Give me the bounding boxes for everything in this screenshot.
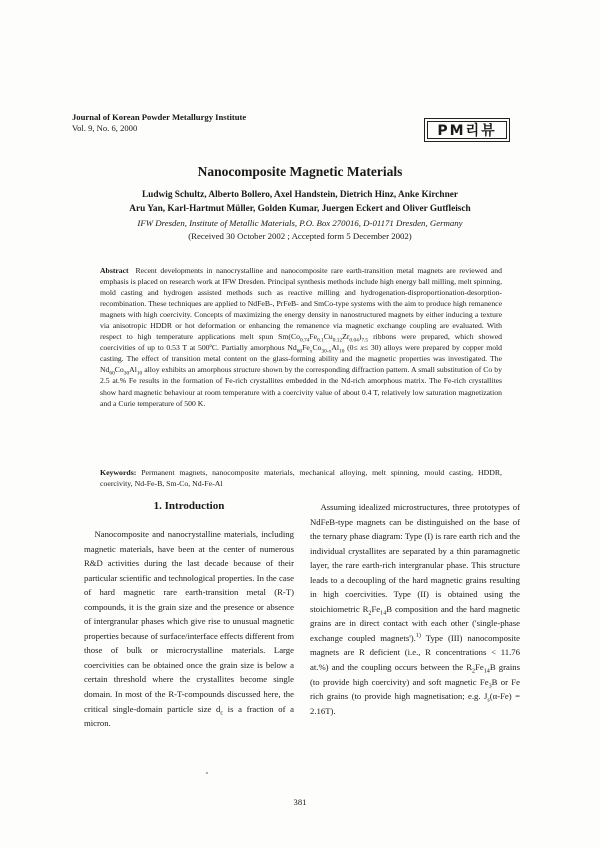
affiliation: IFW Dresden, Institute of Metallic Materials, P.O. Box 270016, D-01171 Dresden, Germany [137, 218, 463, 228]
authors-line-2: Aru Yan, Karl-Hartmut Müller, Golden Kumar, Juergen Eckert and Oliver Gutfleisch [129, 204, 471, 214]
rc-text-5: Fe [475, 662, 484, 673]
section-heading-introduction: 1. Introduction [153, 500, 225, 512]
page-number: 381 [293, 797, 307, 807]
keywords-label: Keywords: [100, 468, 137, 477]
keywords [100, 467, 502, 490]
intro-sub: c [220, 710, 224, 717]
pm-review-badge: PM리뷰 [424, 118, 510, 142]
prototypes-paragraph [310, 500, 520, 718]
keywords-text: Permanent magnets, nanocomposite materials, mechanical alloying, melt spinning, mould casting, HDDR, coercivity, Nd-Fe-B, Sm-Co, Nd-Fe-Al [100, 468, 502, 489]
rc-text-2: Fe [371, 603, 381, 614]
right-column [310, 500, 520, 718]
rc-sub-6: s [487, 697, 490, 704]
intro-paragraph [84, 527, 294, 731]
intro-text-1: Nanocomposite and nanocrystalline materials, including magnetic materials, have been at the center of numerous R&D activities during the last decade because of their particular scientific and technological properties. In the case of hard magnetic rare earth-transition metal (R-T) compounds, it is the grain size and the presence or absence of intergranular phases which give rise to unusual magnetic properties because of surface/interface effects different from those of bulk or microcrystalline materials. Large coercivities can be obtained once the grain size is below a certain threshold where the crystallites become single domain. In most of the R-T-compounds discussed here, the critical single-domain particle size d [84, 529, 294, 714]
rc-text-3: B composition and the hard magnetic grains are in direct contact with each other ('single-phase exchange coupled magnets'). [310, 603, 520, 643]
rc-citation: 1) [415, 633, 421, 640]
authors-line-1: Ludwig Schultz, Alberto Bollero, Axel Handstein, Dietrich Hinz, Anke Kirchner [141, 190, 459, 200]
rc-sub-1: 2 [368, 610, 372, 617]
abstract-text-2: ribbons were prepared, which showed coercivities of up to 0.53 T at 500ºC. Partially amorphous [100, 332, 502, 353]
paper-title: Nanocomposite Magnetic Materials [197, 164, 403, 179]
left-column [84, 527, 294, 731]
abstract-text-3: alloys were prepared by copper mold casting. The effect of transition metal content on the glass-forming ability and the magnetic properties was investigated. The [100, 343, 503, 364]
rc-text-8: (α-Fe) = 2.16T). [310, 691, 520, 716]
received-dates: (Received 30 October 2002 ; Accepted form 5 December 2002) [188, 231, 412, 241]
journal-name: Journal of Korean Powder Metallurgy Institute [72, 112, 247, 122]
rc-sub-3: 2 [472, 668, 476, 675]
formula-sm-co-render: $Sm(Co_{0.74}Fe_{0.1}Cu_{0.12}Zr_{0.04})_{7.5}$ [278, 332, 369, 344]
rc-sub-2: 14 [380, 610, 387, 617]
formula-nd-fe-co-al-render: $Nd_{60}Fe_xCo_{30-x}Al_{10}$ (0≤ x≤ 30) [287, 343, 382, 355]
abstract-text-1: Recent developments in nanocrystalline and nanocomposite rare earth-transition metal magnets are reviewed and emphasis is placed on research work at IFW Dresden. Principal synthesis methods include high energy ball milling, melt spinning, mold casting and hydrogen assisted methods such as reactive milling and hydrogenation-disproportionation-desorption-recombination. These techniques are applied to NdFeB-, PrFeB- and SmCo-type systems with the aim to produce high remanence magnets with high coercivity. Concepts of maximizing the energy density in nanostructured magnets by either inducing a texture via anisotropic HDDR or hot deformation or enhancing the remanence via magnetic exchange coupling are evaluated. With respect to high temperature applications melt spun [100, 266, 502, 342]
abstract-label: Abstract [100, 266, 129, 275]
rc-sub-5: 3 [488, 683, 492, 690]
abstract-text-4: alloy exhibits an amorphous structure shown by the corresponding diffraction pattern. A small substitution of Co by 2.5 at.% Fe results in the formation of Fe-rich crystallites embedded in the Nd-rich amorphous matrix. The Fe-rich crystallites show hard magnetic behaviour at room temperature with a coercivity value of about 0.4 T, relatively low saturation magnetization and a Curie temperature of 500 K. [100, 365, 502, 408]
rc-text-6: B grains (to provide high coercivity) and soft magnetic Fe [310, 662, 520, 687]
rc-text-4: Type (III) nanocomposite magnets are R deficient (i.e., R concentrations < 11.76 at.%) and the coupling occurs between the R [310, 632, 520, 673]
rc-text-1: Assuming idealized microstructures, three prototypes of NdFeB-type magnets can be distinguished on the base of the ternary phase diagram: Type (I) is rare earth rich and the individual crystallites are separated by a thin paramagnetic layer, the rare earth-rich intergranular phase. This structure leads to a decoupling of the hard magnetic grains resulting in high coercivities. Type (II) is obtained using the stoichiometric R [310, 502, 520, 614]
formula-nd-co-al-render: $Nd_{60}Co_{30}Al_{10}$ [100, 365, 143, 377]
abstract [100, 265, 502, 409]
intro-text-2: is a fraction of a micron. [84, 703, 295, 729]
journal-volume: Vol. 9, No. 6, 2000 [72, 122, 138, 133]
rc-text-7: B or Fe rich grains (to provide high magnetisation; e.g. J [310, 676, 520, 702]
author-list [0, 188, 600, 216]
rc-sub-4: 14 [483, 668, 490, 675]
journal-info [72, 112, 246, 133]
scan-speck [206, 772, 208, 774]
